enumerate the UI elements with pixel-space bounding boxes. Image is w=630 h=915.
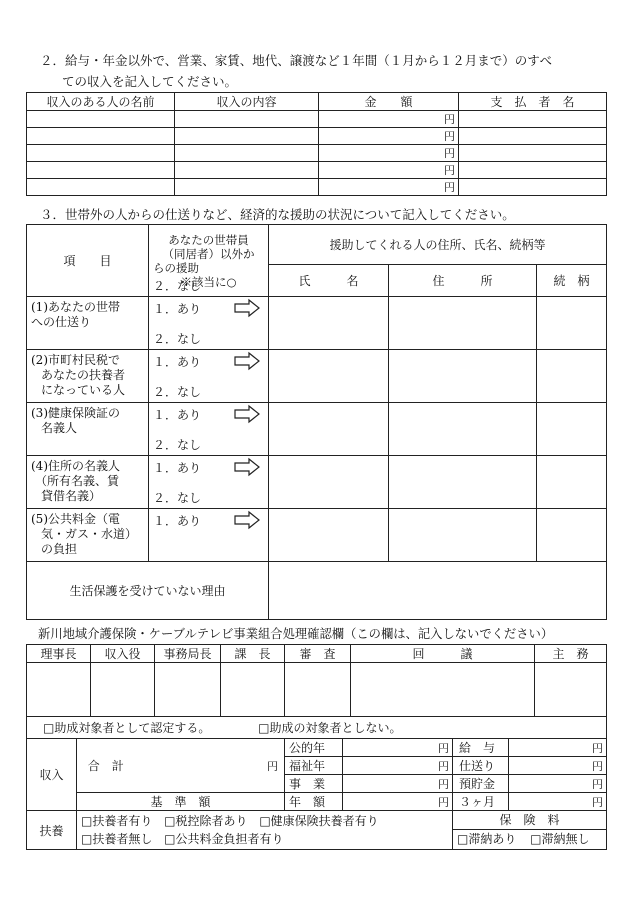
header-support-line: （同居者）以外か [162, 246, 255, 261]
helper-address-cell[interactable] [389, 509, 537, 562]
table-row [27, 111, 607, 128]
annual-amount[interactable]: 円 [343, 793, 453, 811]
section3-title: ３．世帯外の人からの仕送りなど、経済的な援助の状況について記入してください。 [40, 207, 515, 222]
welfare-pension-amount[interactable]: 円 [343, 757, 453, 775]
arrow-right-icon [234, 352, 260, 370]
decision-row [27, 717, 607, 739]
arrow-right-icon [234, 458, 260, 476]
amount-cell[interactable]: 円 [319, 111, 459, 128]
option-yes[interactable]: １．あり [153, 514, 202, 528]
header-support-line: らの援助 [153, 260, 199, 275]
helper-relation-cell[interactable] [537, 509, 607, 562]
health-insurance-dependent-checkbox[interactable]: □健康保険扶養者有り [259, 814, 379, 828]
utility-payer-checkbox[interactable]: □公共料金負担者有り [164, 832, 284, 846]
header-in-charge: 主 務 [535, 645, 607, 663]
helper-relation-cell[interactable] [537, 456, 607, 509]
has-dependent-checkbox[interactable]: □扶養者有り [81, 814, 153, 828]
payer-cell[interactable] [459, 111, 607, 128]
stamp-cell[interactable] [27, 663, 91, 717]
earner-cell[interactable] [27, 111, 175, 128]
item-line: 貸借名義） [41, 489, 102, 503]
public-pension-amount[interactable]: 円 [343, 739, 453, 757]
header-earner: 収入のある人の名前 [27, 93, 175, 111]
helper-name-cell[interactable] [269, 297, 389, 350]
item-line: 気・ガス・水道） [41, 527, 138, 541]
option-yes[interactable]: １．あり [153, 302, 202, 316]
content-cell[interactable] [175, 128, 319, 145]
item-line: (5)公共料金（電 [31, 512, 120, 526]
support-item [27, 456, 149, 509]
income-summary-table [26, 738, 607, 850]
table-row [27, 297, 607, 350]
content-cell[interactable] [175, 179, 319, 196]
table-row [27, 350, 607, 403]
section2-line2: ての収入を記入してください。 [62, 74, 238, 89]
item-line: （所有名義、賃 [35, 474, 120, 488]
payer-cell[interactable] [459, 162, 607, 179]
annual-label: 年 額 [285, 793, 343, 811]
header-support-note: ※該当に○ [180, 274, 237, 289]
option-no[interactable]: ２．なし [153, 332, 202, 346]
earner-cell[interactable] [27, 162, 175, 179]
helper-address-cell[interactable] [389, 297, 537, 350]
support-item [27, 509, 149, 562]
earner-cell[interactable] [27, 145, 175, 162]
content-cell[interactable] [175, 111, 319, 128]
support-table [26, 224, 607, 620]
header-content: 収入の内容 [175, 93, 319, 111]
support-item [27, 350, 149, 403]
item-line: (4)住所の名義人 [31, 459, 120, 473]
welfare-pension-label: 福祉年 [285, 757, 343, 775]
dependent-options [77, 811, 453, 850]
table-row [27, 162, 607, 179]
header-review: 審 査 [285, 645, 351, 663]
remittance-label: 仕送り [453, 757, 509, 775]
remittance-amount[interactable]: 円 [509, 757, 607, 775]
reason-input[interactable] [269, 562, 607, 620]
helper-relation-cell[interactable] [537, 403, 607, 456]
stamp-cell[interactable] [91, 663, 155, 717]
arrears-no-checkbox[interactable]: □滞納無し [530, 832, 590, 846]
item-line: (1)あなたの世帯 [31, 300, 120, 314]
item-line: (3)健康保険証の [31, 406, 120, 420]
table-row [27, 456, 607, 509]
earner-cell[interactable] [27, 128, 175, 145]
header-address: 住 所 [389, 265, 537, 297]
earner-cell[interactable] [27, 179, 175, 196]
table-row [27, 179, 607, 196]
approval-table [26, 644, 607, 739]
reason-label: 生活保護を受けていない理由 [27, 562, 269, 620]
section2-line1: ２．給与・年金以外で、営業、家賃、地代、譲渡など１年間（１月から１２月まで）のすべ [40, 53, 553, 68]
option-no[interactable]: ２．なし [153, 385, 202, 399]
business-label: 事 業 [285, 775, 343, 793]
header-helper: 援助してくれる人の住所、氏名、続柄等 [269, 225, 607, 265]
business-amount[interactable]: 円 [343, 775, 453, 793]
content-cell[interactable] [175, 145, 319, 162]
stamp-cell[interactable] [221, 663, 285, 717]
stamp-cell[interactable] [535, 663, 607, 717]
income-label: 収入 [27, 739, 77, 811]
content-cell[interactable] [175, 162, 319, 179]
item-line: への仕送り [31, 315, 92, 329]
three-months-label: ３ヶ月 [453, 793, 509, 811]
item-line: の負担 [41, 542, 78, 556]
item-line: になっている人 [41, 383, 126, 397]
header-item: 項 目 [27, 225, 149, 297]
option-yes[interactable]: １．あり [153, 355, 202, 369]
payer-cell[interactable] [459, 128, 607, 145]
savings-label: 預貯金 [453, 775, 509, 793]
office-title: 新川地域介護保険・ケーブルテレビ事業組合処理確認欄（この欄は、記入しないでください） [38, 627, 554, 641]
salary-label: 給 与 [453, 739, 509, 757]
option-yes[interactable]: １．あり [153, 461, 202, 475]
insurance-cell [453, 811, 607, 850]
helper-name-cell[interactable] [269, 350, 389, 403]
table-row [27, 145, 607, 162]
dependent-label: 扶養 [27, 811, 77, 850]
helper-name-cell[interactable] [269, 509, 389, 562]
item-line: 名義人 [41, 421, 78, 435]
helper-relation-cell[interactable] [537, 350, 607, 403]
helper-address-cell[interactable] [389, 456, 537, 509]
header-circulation: 回 議 [351, 645, 535, 663]
tax-deduction-checkbox[interactable]: □税控除者あり [164, 814, 248, 828]
reject-checkbox[interactable]: □助成の対象者としない。 [258, 721, 402, 735]
arrow-right-icon [234, 511, 260, 529]
header-section-chief: 課 長 [221, 645, 285, 663]
insurance-label: 保 険 料 [453, 811, 606, 830]
three-months-amount[interactable]: 円 [509, 793, 607, 811]
arrow-right-icon [234, 405, 260, 423]
support-option[interactable] [149, 491, 269, 562]
amount-cell[interactable]: 円 [319, 145, 459, 162]
header-support-line: あなたの世帯員 [168, 232, 249, 247]
table-row [27, 403, 607, 456]
no-dependent-checkbox[interactable]: □扶養者無し [81, 832, 153, 846]
table-row [27, 509, 607, 562]
amount-cell[interactable]: 円 [319, 128, 459, 145]
income-table [26, 92, 607, 196]
stamp-cell[interactable] [285, 663, 351, 717]
approve-checkbox[interactable]: □助成対象者として認定する。 [43, 721, 211, 735]
header-amount: 金 額 [319, 93, 459, 111]
helper-address-cell[interactable] [389, 403, 537, 456]
item-line: あなたの扶養者 [41, 368, 126, 382]
helper-relation-cell[interactable] [537, 297, 607, 350]
header-director: 事務局長 [155, 645, 221, 663]
support-item [27, 403, 149, 456]
base-amount-label: 基 準 額 [77, 793, 285, 811]
option-yes[interactable]: １．あり [153, 408, 202, 422]
stamp-cell[interactable] [155, 663, 221, 717]
stamp-cell[interactable] [351, 663, 535, 717]
salary-amount[interactable]: 円 [509, 739, 607, 757]
header-chairman: 理事長 [27, 645, 91, 663]
option-no[interactable]: ２．なし [153, 491, 202, 505]
support-item [27, 297, 149, 350]
payer-cell[interactable] [459, 179, 607, 196]
header-treasurer: 収入役 [91, 645, 155, 663]
arrears-yes-checkbox[interactable]: □滞納あり [457, 832, 517, 846]
header-relation: 続 柄 [537, 265, 607, 297]
arrow-right-icon [234, 299, 260, 317]
payer-cell[interactable] [459, 145, 607, 162]
table-row [27, 128, 607, 145]
option-no[interactable]: ２．なし [153, 279, 202, 293]
amount-cell[interactable]: 円 [319, 179, 459, 196]
total-amount[interactable]: 円 [135, 739, 285, 793]
option-no[interactable]: ２．なし [153, 438, 202, 452]
helper-name-cell[interactable] [269, 456, 389, 509]
total-label: 合 計 [77, 739, 135, 793]
header-name: 氏 名 [269, 265, 389, 297]
savings-amount[interactable]: 円 [509, 775, 607, 793]
public-pension-label: 公的年 [285, 739, 343, 757]
header-payer: 支 払 者 名 [459, 93, 607, 111]
amount-cell[interactable]: 円 [319, 162, 459, 179]
item-line: (2)市町村民税で [31, 353, 120, 367]
helper-name-cell[interactable] [269, 403, 389, 456]
helper-address-cell[interactable] [389, 350, 537, 403]
